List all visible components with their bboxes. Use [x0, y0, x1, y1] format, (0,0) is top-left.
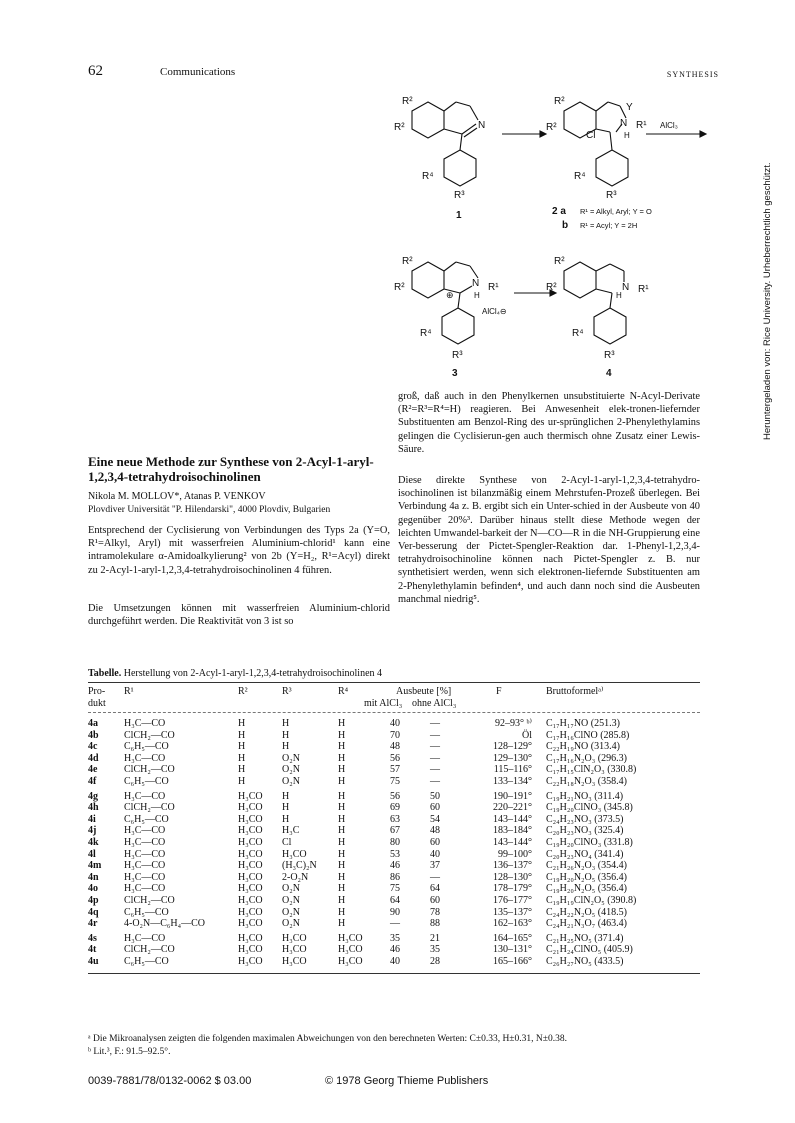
alcl3-reagent: AlCl₃ — [660, 121, 678, 130]
h-label: H — [616, 291, 622, 300]
cell-r2: H — [238, 752, 246, 764]
cell-r2: H₃CO — [238, 883, 263, 895]
header-formel: Bruttoformelᵃ⁾ — [546, 686, 604, 697]
cell-r4: H — [338, 813, 346, 825]
cell-formula: C₁₇H₁₇NO (251.3) — [546, 718, 620, 729]
cell-melting-point: 143–144° — [493, 836, 532, 848]
footnote-b: ᵇ Lit.³, F.: 91.5–92.5°. — [88, 1047, 171, 1057]
header-produkt-2: dukt — [88, 698, 106, 709]
paragraph-intro: Entsprechend der Cyclisierung von Verbindungen des Typs 2a (Y=O, R¹=Alkyl, Aryl) mit wasserfreien Aluminium-chlorid¹ kann eine intramolekulare α-Amidoalkylierung² von 2b (Y=H₂, R¹=Acyl) direkt zu 2-Acyl-1-aryl-1,2,3,4-tetrahydroisochinolinen 4 führen. — [88, 525, 390, 576]
cell-r2: H₃CO — [238, 860, 263, 872]
cell-yield-with: 48 — [390, 741, 400, 753]
cell-r3: H₃CO — [282, 932, 307, 944]
cell-r4: H — [338, 729, 346, 741]
cell-formula: C₂₄H₂₂N₂O₅ (418.5) — [546, 906, 627, 918]
cell-r2: H₃CO — [238, 813, 263, 825]
cell-formula: C₁₉H₂₀ClNO₃ (345.8) — [546, 802, 633, 814]
footer-copyright: © 1978 Georg Thieme Publishers — [325, 1075, 489, 1087]
cell-r2: H₃CO — [238, 871, 263, 883]
cell-formula: C₁₇H₁₆ClNO (285.8) — [546, 729, 630, 741]
r2-label: R² — [546, 282, 557, 293]
cell-r2: H₃CO — [238, 906, 263, 918]
cell-r3: 2-O₂N — [282, 871, 309, 883]
article-affiliation: Plovdiver Universität "P. Hilendarski", 4000 Plovdiv, Bulgarien — [88, 505, 331, 515]
cell-yield-without: 78 — [430, 906, 440, 918]
cell-formula: C₁₉H₂₀N₂O₅ (356.4) — [546, 883, 627, 895]
page-number: 62 — [88, 63, 103, 79]
cell-melting-point: 178–179° — [493, 883, 532, 895]
table-row — [88, 718, 700, 730]
compound-1-label: 1 — [456, 210, 462, 221]
header-mit: mit AlCl₃ — [364, 698, 403, 709]
table-row — [88, 730, 700, 742]
cell-formula: C₂₀H₂₃NO₃ (325.4) — [546, 825, 624, 837]
cell-yield-without: — — [430, 871, 440, 883]
cell-r4: H — [338, 802, 346, 814]
cell-melting-point: 99–100° — [498, 848, 532, 860]
r2-label: R² — [394, 122, 405, 133]
plus-charge: ⊕ — [446, 290, 454, 300]
cell-yield-without: — — [430, 764, 440, 776]
cell-r2: H — [238, 741, 246, 753]
r1-label: R¹ — [636, 120, 647, 131]
cell-r1: H₃C—CO — [124, 752, 166, 764]
r3-label: R³ — [454, 190, 465, 201]
cell-yield-without: 88 — [430, 918, 440, 930]
compound-3-label: 3 — [452, 368, 458, 378]
journal-name: SYNTHESIS — [666, 70, 719, 79]
table-body — [88, 718, 700, 974]
table-row — [88, 776, 700, 788]
r4-label: R⁴ — [574, 171, 586, 182]
r4-label: R⁴ — [572, 328, 584, 339]
cell-r1: H₃C—CO — [124, 718, 166, 729]
cell-r3: H — [282, 802, 290, 814]
r3-label: R³ — [606, 190, 617, 201]
cell-r3: H₃CO — [282, 955, 307, 967]
cell-r1: C₆H₅—CO — [124, 741, 169, 753]
cell-r3: O₂N — [282, 906, 300, 918]
cell-yield-without: 60 — [430, 836, 440, 848]
cell-r2: H — [238, 764, 246, 776]
section-title: Communications — [160, 66, 236, 78]
r3-label: R³ — [452, 350, 463, 361]
download-watermark: Heruntergeladen von: Rice University. Urheberrechtlich geschützt. — [762, 162, 773, 440]
cell-r4: H — [338, 741, 346, 753]
cell-yield-without: 28 — [430, 955, 440, 967]
cell-yield-with: 67 — [390, 825, 400, 837]
counterion-label: AlCl₄⊖ — [482, 307, 507, 316]
cell-yield-with: 56 — [390, 752, 400, 764]
r4-label: R⁴ — [420, 328, 432, 339]
cell-product: 4h — [88, 802, 99, 814]
cell-r1: 4-O₂N—C₆H₄—CO — [124, 918, 206, 930]
cell-yield-without: 54 — [430, 813, 440, 825]
cell-formula: C₁₉H₂₁NO₃ (311.4) — [546, 790, 624, 802]
cell-r4: H — [338, 918, 346, 930]
compound-2b-label: b — [562, 220, 569, 231]
paragraph-conditions: Die Umsetzungen können mit wasserfreien Aluminium-chlorid durchgeführt werden. Die Reaktivität von 3 ist so — [88, 603, 390, 628]
cell-r1: H₃C—CO — [124, 825, 166, 837]
n-label: N — [472, 278, 480, 289]
cell-melting-point: 190–191° — [493, 790, 532, 802]
cell-r4: H₃CO — [338, 932, 363, 944]
header-r1: R¹ — [124, 686, 134, 697]
cell-formula: C₂₂H₁₈N₂O₃ (358.4) — [546, 775, 627, 787]
cell-r2: H₃CO — [238, 918, 263, 930]
table-row — [88, 849, 700, 861]
cell-product: 4c — [88, 741, 98, 753]
cell-yield-with: 56 — [390, 790, 400, 802]
table-row — [88, 764, 700, 776]
cell-r4: H — [338, 883, 346, 895]
cell-formula: C₂₁H₂₆N₂O₃ (354.4) — [546, 860, 627, 872]
table-row — [88, 825, 700, 837]
cell-yield-with: 63 — [390, 813, 400, 825]
cell-formula: C₂₁H₂₄ClNO₅ (405.9) — [546, 944, 633, 956]
cell-r3: H — [282, 718, 290, 729]
cell-r2: H — [238, 718, 246, 729]
cell-yield-with: — — [390, 918, 400, 930]
header-ohne: ohne AlCl₃ — [412, 698, 457, 709]
cell-r3: O₂N — [282, 764, 300, 776]
r2-label: R² — [402, 256, 413, 267]
cell-yield-with: 40 — [390, 718, 400, 729]
cell-product: 4b — [88, 729, 99, 741]
cell-r4: H — [338, 860, 346, 872]
cell-r1: H₃C—CO — [124, 932, 166, 944]
cell-product: 4g — [88, 790, 98, 802]
cell-formula: C₂₂H₁₉NO (313.4) — [546, 741, 620, 753]
cell-r1: H₃C—CO — [124, 836, 166, 848]
cell-r1: H₃C—CO — [124, 860, 166, 872]
cell-r3: O₂N — [282, 883, 300, 895]
cell-r4: H — [338, 752, 346, 764]
header-ausbeute: Ausbeute [%] — [396, 686, 452, 697]
table-row — [88, 753, 700, 765]
cell-formula: C₂₄H₂₃NO₃ (373.5) — [546, 813, 624, 825]
table-row — [88, 872, 700, 884]
cell-r4: H — [338, 906, 346, 918]
cell-yield-with: 46 — [390, 860, 400, 872]
cell-melting-point: 220–221° — [493, 802, 532, 814]
cell-product: 4r — [88, 918, 98, 930]
cell-r3: H₃CO — [282, 944, 307, 956]
table-row — [88, 956, 700, 968]
cell-r1: H₃C—CO — [124, 883, 166, 895]
cell-product: 4l — [88, 848, 96, 860]
cell-r3: O₂N — [282, 918, 300, 930]
cell-r3: O₂N — [282, 752, 300, 764]
cell-r3: H — [282, 790, 290, 802]
cell-yield-with: 70 — [390, 729, 400, 741]
r1-label: R¹ — [488, 282, 499, 293]
table-caption — [88, 668, 382, 679]
cell-r4: H — [338, 825, 346, 837]
r2-label: R² — [402, 96, 413, 107]
cell-yield-without: — — [430, 729, 440, 741]
r2-label: R² — [554, 96, 565, 107]
cell-r2: H₃CO — [238, 825, 263, 837]
cell-formula: C₁₉H₂₀N₂O₅ (356.4) — [546, 871, 627, 883]
cell-r1: ClCH₂—CO — [124, 729, 175, 741]
table-header — [88, 684, 700, 714]
cell-yield-with: 86 — [390, 871, 400, 883]
cell-r1: C₆H₅—CO — [124, 775, 169, 787]
table-row — [88, 741, 700, 753]
header-produkt-1: Pro- — [88, 686, 106, 697]
table-row — [88, 791, 700, 803]
cell-melting-point: 129–130° — [493, 752, 532, 764]
table-row — [88, 907, 700, 919]
cell-r2: H₃CO — [238, 944, 263, 956]
r3-label: R³ — [604, 350, 615, 361]
header-f: F — [496, 686, 502, 697]
cell-yield-with: 40 — [390, 955, 400, 967]
cell-yield-without: 21 — [430, 932, 440, 944]
cell-formula: C₁₇H₁₆N₂O₃ (296.3) — [546, 752, 627, 764]
cell-r4: H — [338, 790, 346, 802]
cell-yield-without: 37 — [430, 860, 440, 872]
cell-yield-with: 69 — [390, 802, 400, 814]
cell-melting-point: 115–116° — [493, 764, 532, 776]
cell-r2: H₃CO — [238, 802, 263, 814]
cell-melting-point: 143–144° — [493, 813, 532, 825]
cell-product: 4e — [88, 764, 98, 776]
cell-r2: H — [238, 729, 246, 741]
cell-yield-with: 35 — [390, 932, 400, 944]
cell-formula: C₁₇H₁₅ClN₂O₃ (330.8) — [546, 764, 637, 776]
table-row — [88, 944, 700, 956]
cell-r4: H — [338, 871, 346, 883]
cell-formula: C₂₁H₂₅NO₅ (371.4) — [546, 932, 624, 944]
cell-melting-point: 128–130° — [493, 871, 532, 883]
paragraph-reactivity: groß, daß auch in den Phenylkernen unsubstituierte N-Acyl-Derivate (R²=R³=R⁴=H) reagieren. Bei Anwesenheit elek-tronen-liefernder Substituenten am Benzol-Ring des ur-sprünglichen 2-Phenylethylamins gelingen die Cyclisierun-gen auch thermisch ohne Zusatz einer Lewis-Säure. — [398, 391, 700, 455]
cell-yield-without: — — [430, 741, 440, 753]
cell-r3: H — [282, 729, 290, 741]
cell-r4: H — [338, 775, 346, 787]
cell-r1: H₃C—CO — [124, 848, 166, 860]
r2-label: R² — [546, 122, 557, 133]
table-row — [88, 895, 700, 907]
cell-yield-without: 64 — [430, 883, 440, 895]
cell-product: 4o — [88, 883, 98, 895]
cell-product: 4a — [88, 718, 98, 729]
header-r3: R³ — [282, 686, 292, 697]
cell-r3: O₂N — [282, 775, 300, 787]
cell-r1: C₆H₅—CO — [124, 813, 169, 825]
compound-2a-desc: R¹ = Alkyl, Aryl; Y = O — [580, 207, 652, 216]
cell-formula: C₂₀H₂₃NO₄ (341.4) — [546, 848, 624, 860]
cell-r3: O₂N — [282, 894, 300, 906]
cell-melting-point: 133–134° — [493, 775, 532, 787]
cell-yield-without: 40 — [430, 848, 440, 860]
cell-r4: H — [338, 836, 346, 848]
cell-product: 4t — [88, 944, 97, 956]
cell-r2: H₃CO — [238, 790, 263, 802]
cell-yield-without: 60 — [430, 894, 440, 906]
cell-r4: H — [338, 718, 346, 729]
cell-r1: ClCH₂—CO — [124, 802, 175, 814]
cell-yield-without: 35 — [430, 944, 440, 956]
cell-r3: H — [282, 813, 290, 825]
cell-yield-with: 53 — [390, 848, 400, 860]
cell-yield-with: 80 — [390, 836, 400, 848]
n-label: N — [620, 118, 628, 129]
cell-r1: H₃C—CO — [124, 790, 166, 802]
cell-formula: C₁₉H₂₀ClNO₃ (331.8) — [546, 836, 633, 848]
paragraph-comparison: Diese direkte Synthese von 2-Acyl-1-aryl-1,2,3,4-tetrahydro-isochinolinen ist bilanzmäßig einem Mehrstufen-Prozeß überlegen. Bei Verbindung 4a z. B. ergibt sich ein Unter-schied in der Ausbeute von 40 gegenüber 20%³. Darüber hinaus stellt diese Methode wegen der leichten Umwandel-barkeit der N—CO—R in die NH-Gruppierung eine Ver-besserung der Pictet-Spengler-Reaktion dar. 1-Phenyl-1,2,3,4-tetrahydroisochinoline können nach Pictet-Spengler z. B. nur synthetisiert werden, wenn sich elektronen-liefernde Substituenten am 2-Phenylethylamin befinden⁴, und auch dann noch sind die Ausbeuten manchmal niedrig⁵. — [398, 475, 700, 605]
compound-4-label: 4 — [606, 368, 612, 378]
cell-product: 4n — [88, 871, 99, 883]
cell-product: 4m — [88, 860, 102, 872]
cell-r3: H — [282, 741, 290, 753]
cell-melting-point: Öl — [522, 729, 532, 741]
cell-melting-point: 183–184° — [493, 825, 532, 837]
r2-label: R² — [394, 282, 405, 293]
cell-product: 4u — [88, 955, 99, 967]
footnote-a: ᵃ Die Mikroanalysen zeigten die folgenden maximalen Abweichungen von den berechneten Werten: C±0.33, H±0.31, N±0.38. — [88, 1034, 567, 1044]
reaction-scheme — [380, 88, 720, 378]
cell-product: 4s — [88, 932, 97, 944]
r4-label: R⁴ — [422, 171, 434, 182]
footer-issn: 0039-7881/78/0132-0062 $ 03.00 — [88, 1075, 252, 1087]
table-caption-text: Herstellung von 2-Acyl-1-aryl-1,2,3,4-tetrahydroisochinolinen 4 — [123, 668, 383, 679]
cell-product: 4j — [88, 825, 97, 837]
cell-melting-point: 176–177° — [493, 894, 532, 906]
cell-r3: H₃C — [282, 825, 300, 837]
h-label: H — [624, 131, 630, 140]
cell-formula: C₂₄H₂₁N₃O₇ (463.4) — [546, 918, 627, 930]
cell-r3: Cl — [282, 836, 292, 848]
cell-r1: C₆H₅—CO — [124, 906, 169, 918]
compound-2b-desc: R¹ = Acyl; Y = 2H — [580, 221, 638, 230]
cell-r3: (H₃C)₂N — [282, 860, 317, 872]
cell-r3: H₃CO — [282, 848, 307, 860]
cl-label: Cl — [586, 130, 596, 141]
cell-formula: C₂₆H₂₇NO₅ (433.5) — [546, 955, 624, 967]
cell-melting-point: 162–163° — [493, 918, 532, 930]
cell-formula: C₁₉H₁₉ClN₂O₅ (390.8) — [546, 894, 637, 906]
table-row — [88, 814, 700, 826]
cell-melting-point: 165–166° — [493, 955, 532, 967]
table-row — [88, 883, 700, 895]
cell-r4: H₃CO — [338, 955, 363, 967]
cell-yield-with: 57 — [390, 764, 400, 776]
cell-yield-with: 75 — [390, 775, 400, 787]
cell-r2: H — [238, 775, 246, 787]
cell-r1: ClCH₂—CO — [124, 894, 175, 906]
cell-yield-without: 50 — [430, 790, 440, 802]
header-r4: R⁴ — [338, 686, 349, 697]
n-label: N — [478, 120, 486, 131]
cell-melting-point: 92–93° ᵇ⁾ — [494, 718, 532, 729]
cell-yield-without: — — [430, 718, 440, 729]
table-row — [88, 918, 700, 930]
cell-r2: H₃CO — [238, 955, 263, 967]
yield-table — [88, 684, 700, 974]
article-title: Eine neue Methode zur Synthese von 2-Acyl-1-aryl-1,2,3,4-tetrahydroisochinolinen — [88, 454, 374, 484]
cell-yield-without: 60 — [430, 802, 440, 814]
cell-product: 4p — [88, 894, 99, 906]
cell-r4: H₃CO — [338, 944, 363, 956]
cell-yield-without: 48 — [430, 825, 440, 837]
h-label: H — [474, 291, 480, 300]
cell-r2: H₃CO — [238, 932, 263, 944]
cell-r1: H₃C—CO — [124, 871, 166, 883]
r1-label: R¹ — [638, 284, 649, 295]
compound-2a-label: 2 a — [552, 206, 566, 217]
table-row — [88, 837, 700, 849]
header-r2: R² — [238, 686, 248, 697]
article-authors: Nikola M. MOLLOV*, Atanas P. VENKOV — [88, 491, 266, 502]
r2-label: R² — [554, 256, 565, 267]
cell-melting-point: 135–137° — [493, 906, 532, 918]
cell-r2: H₃CO — [238, 894, 263, 906]
cell-yield-with: 46 — [390, 944, 400, 956]
cell-product: 4f — [88, 775, 97, 787]
cell-yield-without: — — [430, 752, 440, 764]
n-label: N — [622, 282, 630, 293]
cell-r1: ClCH₂—CO — [124, 944, 175, 956]
cell-r4: H — [338, 848, 346, 860]
table-row — [88, 802, 700, 814]
table-caption-label: Tabelle. — [88, 668, 122, 679]
cell-yield-with: 64 — [390, 894, 400, 906]
cell-product: 4k — [88, 836, 99, 848]
cell-product: 4i — [88, 813, 96, 825]
cell-product: 4d — [88, 752, 99, 764]
cell-melting-point: 164–165° — [493, 932, 532, 944]
cell-r4: H — [338, 764, 346, 776]
cell-product: 4q — [88, 906, 99, 918]
table-row — [88, 860, 700, 872]
cell-r2: H₃CO — [238, 848, 263, 860]
cell-melting-point: 136–137° — [493, 860, 532, 872]
cell-yield-with: 75 — [390, 883, 400, 895]
y-label: Y — [626, 102, 633, 113]
cell-melting-point: 128–129° — [493, 741, 532, 753]
cell-r1: ClCH₂—CO — [124, 764, 175, 776]
table-row — [88, 933, 700, 945]
cell-r1: C₆H₅—CO — [124, 955, 169, 967]
cell-yield-without: — — [430, 775, 440, 787]
cell-r4: H — [338, 894, 346, 906]
cell-yield-with: 90 — [390, 906, 400, 918]
cell-melting-point: 130–131° — [493, 944, 532, 956]
cell-r2: H₃CO — [238, 836, 263, 848]
